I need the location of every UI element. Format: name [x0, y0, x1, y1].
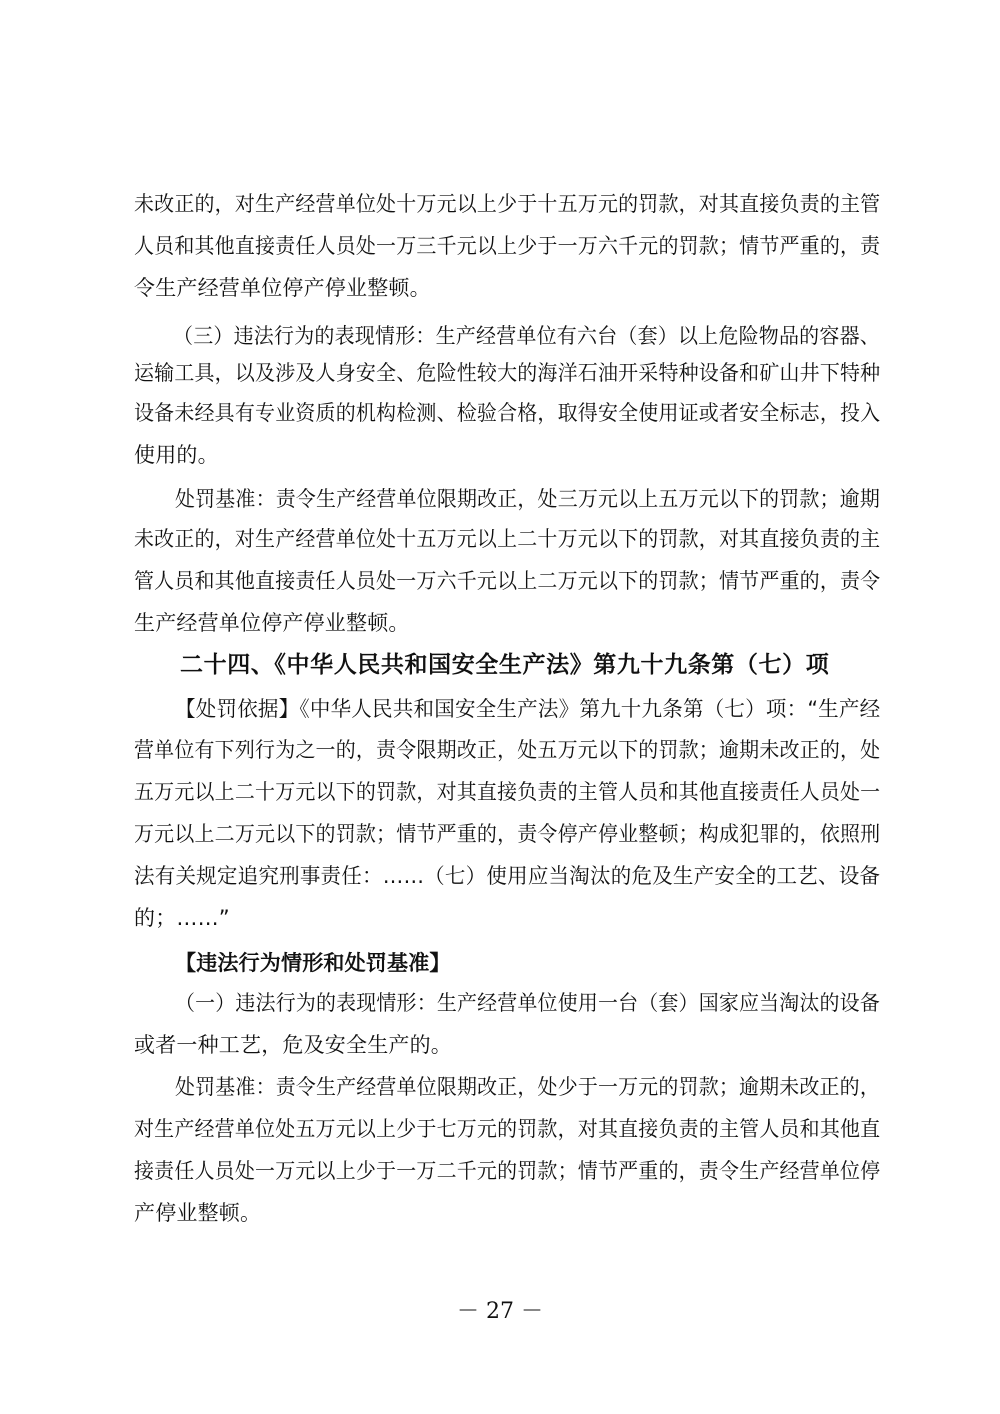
text-line: 营单位有下列行为之一的，责令限期改正，处五万元以下的罚款；逾期未改正的，处 [134, 738, 881, 762]
text-line: 未改正的，对生产经营单位处十五万元以上二十万元以下的罚款，对其直接负责的主 [134, 527, 881, 551]
text-line: 未改正的，对生产经营单位处十万元以上少于十五万元的罚款，对其直接负责的主管 [134, 192, 881, 216]
text-line: 处罚基准：责令生产经营单位限期改正，处少于一万元的罚款；逾期未改正的， [175, 1075, 880, 1099]
subsection-title: 【违法行为情形和处罚基准】 [175, 951, 451, 975]
text-line: （一）违法行为的表现情形：生产经营单位使用一台（套）国家应当淘汰的设备 [175, 991, 880, 1015]
text-line: 【处罚依据】《中华人民共和国安全生产法》第九十九条第（七）项：“生产经 [175, 697, 881, 721]
text-line: 设备未经具有专业资质的机构检测、检验合格，取得安全使用证或者安全标志，投入 [134, 401, 881, 425]
text-line: 五万元以上二十万元以下的罚款，对其直接负责的主管人员和其他直接责任人员处一 [134, 780, 881, 804]
text-line: 使用的。 [134, 443, 219, 467]
text-line: 法有关规定追究刑事责任：……（七）使用应当淘汰的危及生产安全的工艺、设备 [134, 864, 881, 888]
section-heading: 二十四、《中华人民共和国安全生产法》第九十九条第（七）项 [180, 651, 830, 678]
text-line: 或者一种工艺，危及安全生产的。 [134, 1033, 452, 1057]
text-line: 处罚基准：责令生产经营单位限期改正，处三万元以上五万元以下的罚款；逾期 [175, 487, 880, 511]
text-line: 的；……” [134, 906, 230, 930]
text-line: 接责任人员处一万元以上少于一万二千元的罚款；情节严重的，责令生产经营单位停 [134, 1159, 881, 1183]
page-number: － 27 － [457, 1299, 543, 1324]
text-line: 令生产经营单位停产停业整顿。 [134, 276, 431, 300]
text-line: 运输工具，以及涉及人身安全、危险性较大的海洋石油开采特种设备和矿山井下特种 [134, 361, 881, 385]
text-line: （三）违法行为的表现情形：生产经营单位有六台（套）以上危险物品的容器、 [173, 324, 880, 348]
text-line: 万元以上二万元以下的罚款；情节严重的，责令停产停业整顿；构成犯罪的，依照刑 [134, 822, 881, 846]
text-line: 产停业整顿。 [134, 1201, 262, 1225]
text-line: 生产经营单位停产停业整顿。 [134, 611, 410, 635]
text-line: 人员和其他直接责任人员处一万三千元以上少于一万六千元的罚款；情节严重的，责 [134, 234, 881, 258]
text-line: 对生产经营单位处五万元以上少于七万元的罚款，对其直接负责的主管人员和其他直 [134, 1117, 881, 1141]
text-line: 管人员和其他直接责任人员处一万六千元以上二万元以下的罚款；情节严重的，责令 [134, 569, 881, 593]
